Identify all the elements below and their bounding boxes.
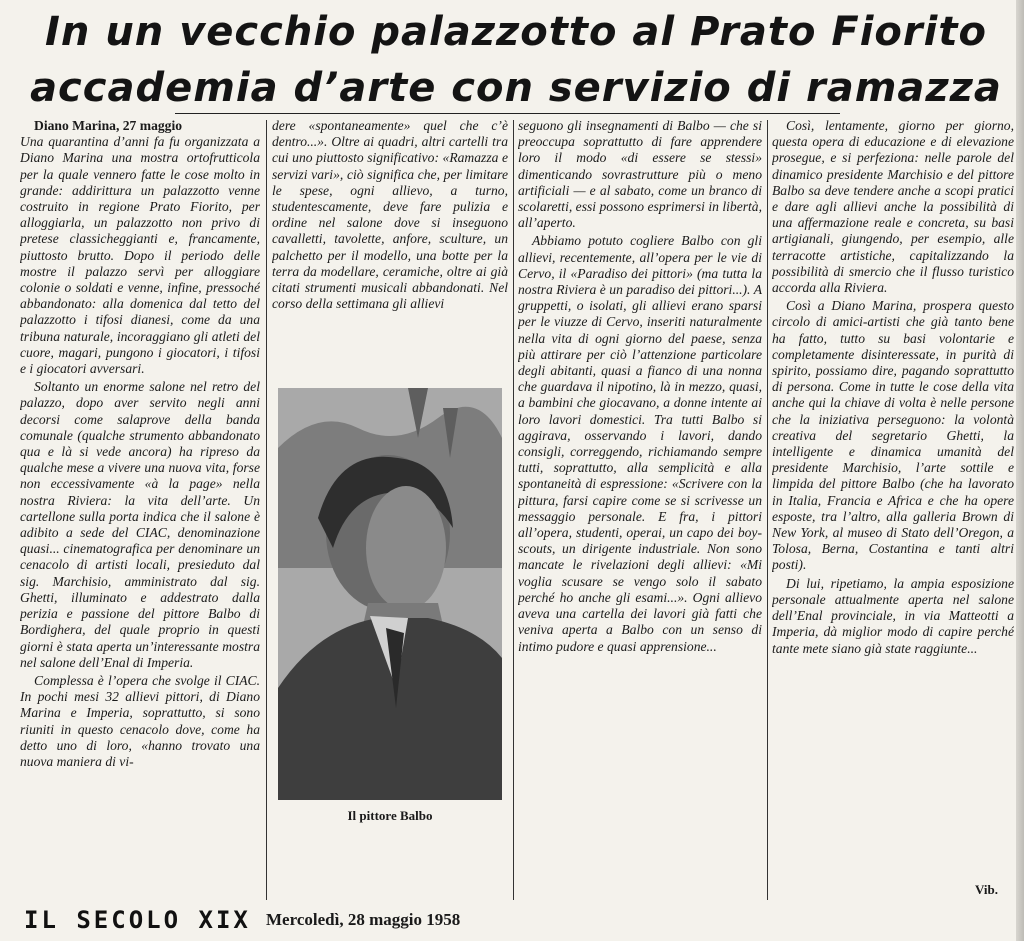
paragraph: seguono gli insegnamenti di Balbo — che si preoccupa soprattutto di fare apprendere loro il modo «di essere se stessi» dimenticando sovrastrutture più o meno artificiali — e al sabato, come un branco di scolaretti, essi possono esprimersi in libertà, all’aperto. [518, 118, 762, 231]
paragraph: Abbiamo potuto cogliere Balbo con gli allievi, recentemente, all’opera per le vie di Cervo, il «Paradiso dei pittori» (ma tutta la nostra Riviera è un paradiso dei pittori...). A gruppetti, o isolati, gli allievi erano sparsi per le viuzze di Cervo, inseriti naturalmente nella vita di ogni giorno del paese, senza più attirare per ciò l’attenzione particolare degli abitanti, quasi a fianco di una nonna che guardava il nipotino, là in mezzo, quasi, a bambini che giocavano, a donne intente ai loro lavori domestici. Tra tutti Balbo si aggirava, osservando i lavori, dando consigli, correggendo, richiamando sempre tutti, soprattutto, alla semplicità e alla spontaneità di espressione: «Scrivere con la pittura, farsi capire come se si scrivesse un messaggio personale. E fra, i pittori all’opera, studenti, operai, un capo dei boy-scouts, un dirigente industriale. Non sono mancate le rivelazioni degli allievi: «Mi voglia scusare se vengo solo il sabato perché ho anche gli esami...». Ogni allievo aveva una cartella dei lavori già fatti che veniva aperta a Balbo con un senso di intimo pudore e quasi apprensione... [518, 233, 762, 654]
dateline-date: 27 maggio [122, 118, 183, 133]
page-edge [1016, 0, 1024, 941]
headline [16, 4, 1016, 116]
column-rule-1 [266, 120, 267, 900]
portrait-photo [278, 388, 502, 800]
dateline-place: Diano Marina, [34, 118, 120, 133]
newspaper-masthead: IL SECOLO XIX [24, 906, 251, 934]
paragraph [20, 118, 260, 377]
paragraph: Soltanto un enorme salone nel retro del palazzo, dopo aver servito negli anni decorsi come salaprove della banda comunale (qualche strumento abbandonato qua e là si vede ancora) ha ripreso da qualche mese a vivere una nuova vita, forse non eccessivamente «à la page» nella nostra Riviera: la vita dell’arte. Un cartellone sulla porta indica che il salone è adibito a sede del CIAC, denominazione quasi... cinematografica per denominare un cenacolo di artisti locali, presieduto dal sig. Marchisio, amministrato dal sig. Ghetti, illuminato e addestrato dalla perizia e passione del pittore Balbo di Bordighera, del quale proprio in questi giorni è stata aperta un’interessante mostra nel salone dell’Enal di Imperia. [20, 379, 260, 670]
article-column-3 [518, 118, 762, 896]
paragraph: dere «spontaneamente» quel che c’è dentro...». Oltre ai quadri, altri cartelli tra cui uno piuttosto significativo: «Ramazza e servizi vari», ciò significa che, per limitare le spese, ogni allievo, a turno, studentescamente, deve fare pulizia e ordine nel salone dove si inseguono cavalletti, tavolette, anfore, sculture, un palchetto per il modello, una botte per la terra da modellare, ceramiche, oltre ai già citati strumenti musicali abbandonati. Nel corso della settimana gli allievi [272, 118, 508, 312]
article-column-4 [772, 118, 1014, 878]
column-rule-2 [513, 120, 514, 900]
paragraph: Di lui, ripetiamo, la ampia esposizione personale attualmente aperta nel salone dell’Enal provinciale, in via Matteotti a Imperia, dà miglior modo di capire perché tante mete siano già state raggiunte... [772, 575, 1014, 656]
paragraph: Così a Diano Marina, prospera questo circolo di amici-artisti che già tanto bene ha fatto, tutto su basi volontarie e completamente disinteressate, in purità di spirito, possiamo dire, pagando soprattutto di persona. Come in tutte le cose della vita anche qui la chiave di volta è nelle persone che la iniziativa perseguono: la volontà creativa del segretario Ghetti, la intelligente e dinamica umanità del presidente Marchisio, l’arte sottile e limpida del pittore Balbo (che ha lavorato in Italia, Francia e Africa e che ha opere esposte, tra l’altro, alla galleria Brown di New York, al museo di Stato dell’Oregon, a Tolosa, Berna, Costantina e tanti altri posti). [772, 298, 1014, 573]
headline-line-1: In un vecchio palazzotto al Prato Fiorito [45, 9, 987, 55]
headline-line-2: accademia d’arte con servizio di ramazza [30, 65, 1002, 111]
author-signature: Vib. [975, 882, 998, 897]
paragraph: Complessa è l’opera che svolge il CIAC. In pochi mesi 32 allievi pittori, di Diano Marina e Imperia, soprattutto, si sono riuniti in questo cenacolo dove, come ha detto uno di loro, «hanno trovato una nuova maniera di vi- [20, 672, 260, 769]
article-column-2 [272, 118, 508, 368]
portrait-illustration [278, 388, 502, 800]
column-rule-3 [767, 120, 768, 900]
issue-date: Mercoledì, 28 maggio 1958 [266, 910, 461, 929]
article-column-1 [20, 118, 260, 896]
photo-caption: Il pittore Balbo [347, 808, 433, 823]
paragraph-text: Una quarantina d’anni fa fu organizzata a Diano Marina una mostra ortofrutticola per la quale vennero fatte le cose molto in grande: addirittura un palazzotto venne costruito in regione Prato Fiorito, per alloggiarla, un palazzotto non privo di pretese classicheggianti e, francamente, piuttosto brutto. Dopo il periodo delle mostre il palazzo servì per alloggiare colonie o soldati e venne, infine, pressoché abbandonato: alla domenica dal tetto del palazzotto i tifosi dianesi, come da una tribuna naturale, incoraggiano gli atleti del cuore, magari, pungono i giocatori, i tifosi e i giocatori avversari. [20, 134, 260, 377]
headline-rule [175, 113, 840, 114]
paragraph: Così, lentamente, giorno per giorno, questa opera di educazione e di elevazione prosegue, e si perfeziona: nelle parole del dinamico presidente Marchisio e del pittore Balbo sa deve tendere anche a scopi pratici e dare agli allievi anche la possibilità di una affermazione reale e concreta, su basi artigianali, giungendo, per esempio, alle terracotte artistiche, capitalizzando la possibilità di smercio che il flusso turistico accorda alla Riviera. [772, 118, 1014, 296]
